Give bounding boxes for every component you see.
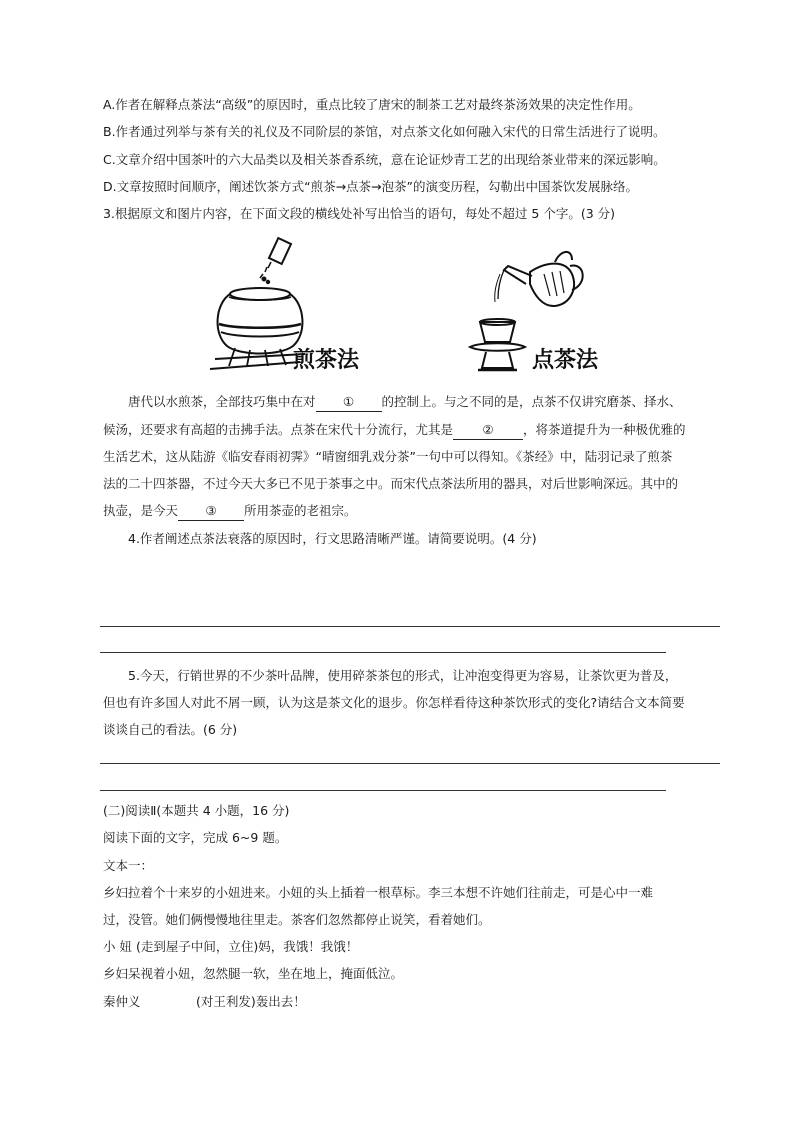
q4-answer-line-2[interactable] [100, 652, 666, 653]
blank-1[interactable]: ① [316, 393, 382, 412]
q3-paragraph-line-2 [103, 421, 686, 440]
q4-answer-line-1[interactable] [100, 626, 720, 627]
section-instruction: 阅读下面的文字，完成 6~9 题。 [103, 830, 288, 845]
caption-whisk: 点茶法 [532, 348, 599, 373]
q3-text-1a: 唐代以水煎茶，全部技巧集中在对 [128, 394, 316, 409]
section-heading: (二)阅读Ⅱ(本题共 4 小题，16 分) [103, 803, 290, 818]
q5-line-3: 谈谈自己的看法。(6 分) [103, 722, 238, 737]
q3-text-5b: 所用茶壶的老祖宗。 [244, 503, 357, 518]
passage-line-2: 过，没管。她们俩慢慢地往里走。茶客们忽然都停止说笑，看着她们。 [103, 912, 491, 927]
option-c: C.文章介绍中国茶叶的六大品类以及相关茶香系统，意在论证炒青工艺的出现给茶业带来的深远影响。 [103, 152, 666, 167]
q3-text-2b: ，将茶道提升为一种极优雅的 [523, 422, 686, 437]
blank-3[interactable]: ③ [178, 502, 244, 521]
passage-line-1: 乡妇拉着个十来岁的小妞进来。小妞的头上插着一根草标。李三本想不许她们往前走，可是心中一难 [103, 885, 654, 900]
q3-text-5a: 执壶，是今天 [103, 503, 179, 518]
passage-line-qin: (对王利发)轰出去！ [196, 994, 306, 1009]
q3-paragraph-line-5 [103, 502, 357, 521]
option-b: B.作者通过列举与茶有关的礼仪及不同阶层的茶馆，对点茶文化如何融入宋代的日常生活进行了说明。 [103, 124, 666, 139]
q5-answer-line-2[interactable] [100, 790, 666, 791]
q3-paragraph-line-4: 法的二十四茶器，不过今天大多已不见于茶事之中。而宋代点茶法所用的器具，对后世影响深远。其中的 [103, 476, 679, 491]
decoct-tea-illustration [205, 234, 395, 379]
option-a: A.作者在解释点茶法“高级”的原因时，重点比较了唐宋的制茶工艺对最终茶汤效果的决定性作用。 [103, 97, 641, 112]
q3-text-2a: 候汤，还要求有高超的击拂手法。点茶在宋代十分流行，尤其是 [103, 422, 454, 437]
q5-line-1: 5.今天，行销世界的不少茶叶品牌，使用碎茶茶包的形式，让冲泡变得更为容易，让茶饮更为普及， [128, 668, 678, 683]
q3-paragraph-line-3: 生活艺术，这从陆游《临安春雨初霁》“晴窗细乳戏分茶”一句中可以得知。《茶经》中，陆羽记录了煎茶 [103, 449, 673, 464]
q5-answer-line-1[interactable] [100, 763, 720, 764]
q5-line-2: 但也有许多国人对此不屑一顾，认为这是茶文化的退步。你怎样看待这种茶饮形式的变化?请结合文本简要 [103, 695, 685, 710]
passage-line-woman: 乡妇呆视着小妞，忽然腿一软，坐在地上，掩面低泣。 [103, 966, 404, 981]
passage-speaker-qin: 秦仲义 [103, 994, 141, 1009]
text-one-label: 文本一： [103, 858, 154, 873]
whisk-tea-illustration [460, 244, 620, 379]
q4-prompt: 4.作者阐述点茶法衰落的原因时，行文思路清晰严谨。请简要说明。(4 分) [128, 531, 537, 546]
q3-paragraph-line-1 [128, 393, 682, 412]
blank-2[interactable]: ② [453, 421, 523, 440]
q3-text-1b: 的控制上。与之不同的是，点茶不仅讲究磨茶、择水、 [381, 394, 682, 409]
caption-decoct: 煎茶法 [293, 348, 360, 373]
option-d: D.文章按照时间顺序，阐述饮茶方式“煎茶→点茶→泡茶”的演变历程，勾勒出中国茶饮发展脉络。 [103, 179, 638, 194]
q3-prompt: 3.根据原文和图片内容，在下面文段的横线处补写出恰当的语句，每处不超过 5 个字。(3 分) [103, 206, 616, 221]
passage-line-girl: 小 妞 (走到屋子中间，立住)妈，我饿！我饿！ [103, 939, 359, 954]
